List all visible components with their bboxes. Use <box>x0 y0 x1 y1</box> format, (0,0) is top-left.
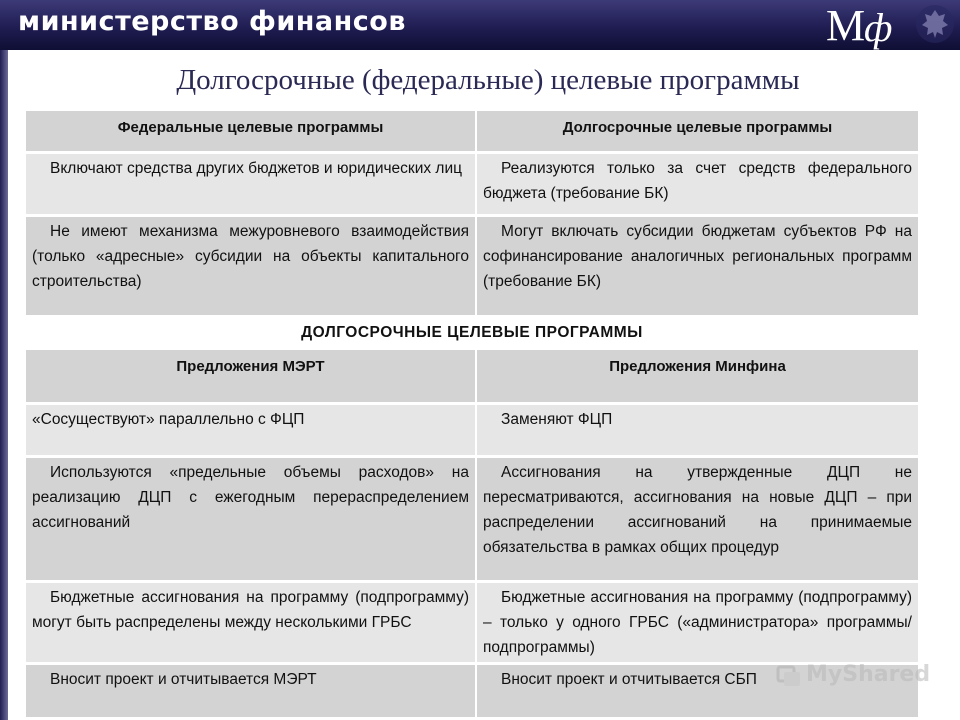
table-cell: Бюджетные ассигнования на программу (подпрограмму) – только у одного ГРБС («администратора» программы/подпрограммы) <box>477 583 918 662</box>
myshared-watermark <box>776 660 931 692</box>
table-cell: Реализуются только за счет средств федерального бюджета (требование БК) <box>477 154 918 214</box>
left-accent-stripe <box>0 50 8 720</box>
table-row <box>26 458 918 580</box>
table-row <box>26 154 918 214</box>
table-cell: Вносит проект и отчитывается МЭРТ <box>26 665 475 717</box>
column-header: Предложения МЭРТ <box>26 350 475 402</box>
section-title-row <box>26 318 918 347</box>
table-cell: Включают средства других бюджетов и юридических лиц <box>26 154 475 214</box>
coat-of-arms-icon <box>914 3 956 45</box>
table-cell: Заменяют ФЦП <box>477 405 918 455</box>
table-header-row <box>26 350 918 402</box>
table-cell: «Сосуществуют» параллельно с ФЦП <box>26 405 475 455</box>
table-row <box>26 583 918 662</box>
table-header-row <box>26 111 918 151</box>
table-cell: Не имеют механизма межуровневого взаимодействия (только «адресные» субсидии на объекты капитального строительства) <box>26 217 475 315</box>
myshared-logo-icon <box>776 663 802 689</box>
table-cell: Ассигнования на утвержденные ДЦП не пересматриваются, ассигнования на новые ДЦП – при распределении ассигнований на принимаемые обязательства в рамках общих процедур <box>477 458 918 580</box>
table-cell: Бюджетные ассигнования на программу (подпрограмму) могут быть распределены между несколькими ГРБС <box>26 583 475 662</box>
table-cell: Используются «предельные объемы расходов» на реализацию ДЦП с ежегодным перераспределением ассигнований <box>26 458 475 580</box>
column-header: Федеральные целевые программы <box>26 111 475 151</box>
ministry-logo <box>826 1 910 50</box>
table-row <box>26 405 918 455</box>
section-title: ДОЛГОСРОЧНЫЕ ЦЕЛЕВЫЕ ПРОГРАММЫ <box>26 318 918 347</box>
org-name: министерство финансов <box>18 6 406 37</box>
column-header: Предложения Минфина <box>477 350 918 402</box>
table-cell: Могут включать субсидии бюджетам субъектов РФ на софинансирование аналогичных региональных программ (требование БК) <box>477 217 918 315</box>
logo-letter-m: М <box>826 1 866 50</box>
column-header: Долгосрочные целевые программы <box>477 111 918 151</box>
header-bar <box>0 0 960 50</box>
table-cell: Вносит проект и отчитывается СБП <box>477 665 918 717</box>
logo-letter-f: ф <box>864 5 893 50</box>
slide-title: Долгосрочные (федеральные) целевые программы <box>176 64 800 96</box>
watermark-text: MyShared <box>806 662 931 687</box>
table-row <box>26 217 918 315</box>
programs-table <box>24 108 920 720</box>
